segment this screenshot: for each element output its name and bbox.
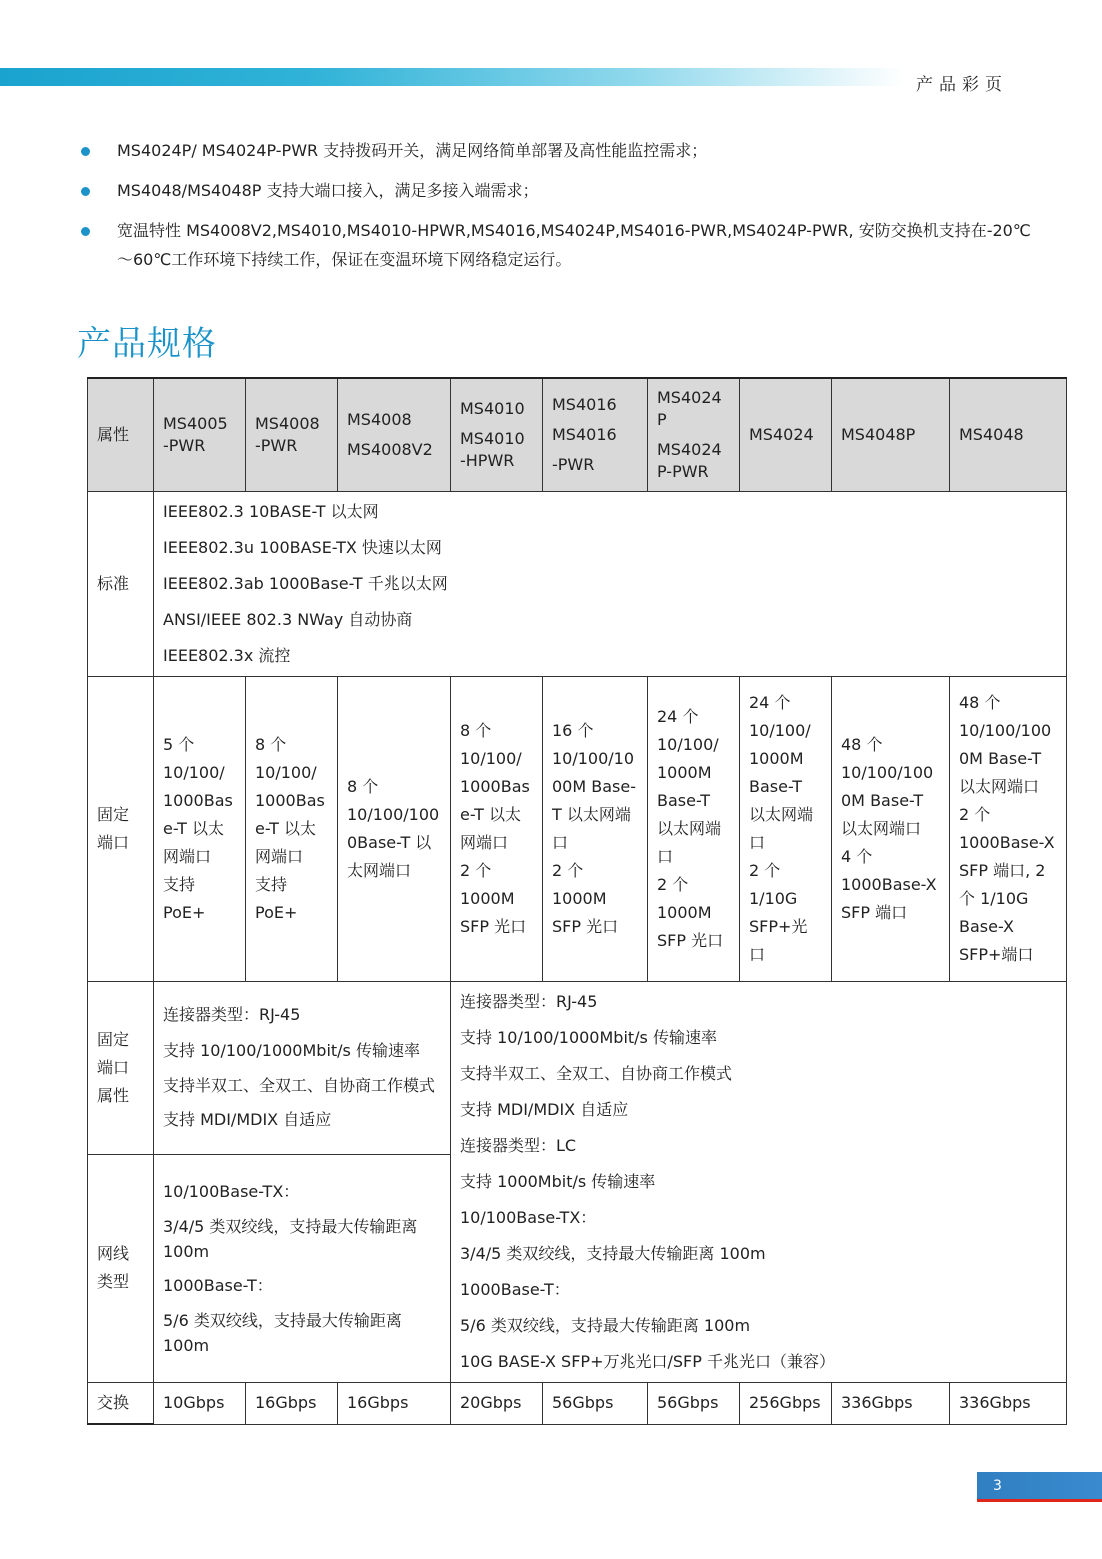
cable-line: 3/4/5 类双绞线，支持最大传输距离 100m [163, 1217, 418, 1262]
table-header-row [88, 378, 1067, 492]
cable-left-cell [154, 1154, 451, 1382]
port-line: 以太网端 [657, 819, 722, 838]
port-line: 个 1/10G [959, 889, 1029, 908]
label-line: 网线 [97, 1244, 130, 1264]
header-model [451, 378, 543, 492]
bullet-item [78, 176, 1038, 205]
port-line: 24 个 [657, 707, 699, 726]
port-line: 口 [749, 833, 766, 852]
port-line: 24 个 [749, 693, 791, 712]
merged-line: 3/4/5 类双绞线，支持最大传输距离 100m [460, 1244, 766, 1263]
port-line: 10/100/100 [347, 805, 440, 824]
header-line: -PWR [552, 455, 595, 474]
port-line: 4 个 [841, 847, 873, 866]
label-line: 固定 [97, 805, 130, 824]
header-title: 产品彩页 [916, 75, 1008, 95]
port-line: 网端口 [163, 847, 212, 866]
page-number: 3 [993, 1478, 1002, 1494]
header-line: MS4024 [657, 440, 722, 459]
feature-bullet-list [78, 136, 1038, 285]
port-line: 1000M [749, 749, 804, 768]
standard-line: IEEE802.3x 流控 [163, 646, 291, 665]
port-line: 10/100/100 [841, 763, 934, 782]
row-label [88, 677, 154, 982]
port-line: 10/100/ [657, 735, 719, 754]
port-line: 10/100/ [163, 763, 225, 782]
port-line: 10/100/10 [552, 749, 635, 768]
cable-line: 10/100Base-TX： [163, 1182, 300, 1202]
row-label: 标准 [88, 492, 154, 677]
bullet-text: MS4048/MS4048P 支持大端口接入，满足多接入端需求； [117, 181, 539, 200]
switching-cell: 20Gbps [451, 1383, 543, 1425]
port-line: 5 个 [163, 735, 195, 754]
port-line: SFP 端口, 2 [959, 861, 1046, 880]
section-title: 产品规格 [77, 324, 217, 364]
header-line: P-PWR [657, 462, 709, 481]
header-line: MS4024 [749, 425, 814, 444]
port-line: 以太网端口 [841, 819, 922, 838]
merged-line: 支持半双工、全双工、自协商工作模式 [460, 1064, 733, 1083]
port-line: 1000Bas [163, 791, 233, 810]
port-line: SFP+光 [749, 917, 808, 936]
header-line: MS4005 [163, 414, 228, 433]
port-line: 8 个 [255, 735, 287, 754]
port-line: 支持 [255, 875, 288, 894]
merged-line: 支持 MDI/MDIX 自适应 [460, 1100, 629, 1119]
port-line: SFP 端口 [841, 903, 908, 922]
port-line: 1/10G [749, 889, 798, 908]
header-line: -PWR [163, 436, 206, 455]
port-cell [740, 677, 832, 982]
merged-line: 5/6 类双绞线，支持最大传输距离 100m [460, 1316, 751, 1335]
table-row-fixed-ports [88, 677, 1067, 982]
port-line: 以太网端 [749, 805, 814, 824]
attr-line: 连接器类型：RJ-45 [163, 1005, 301, 1025]
port-line: 0M Base-T [841, 791, 924, 810]
row-label: 交换 [88, 1383, 154, 1425]
bullet-dot-icon [81, 187, 90, 196]
port-line: 2 个 [460, 861, 492, 880]
bullet-dot-icon [81, 227, 90, 236]
label-line: 固定 [97, 1029, 130, 1049]
merged-line: 连接器类型：RJ-45 [460, 992, 598, 1011]
header-line: -HPWR [460, 451, 515, 470]
port-line: 支持 [163, 875, 196, 894]
switching-cell: 56Gbps [648, 1383, 740, 1425]
switching-cell: 16Gbps [246, 1383, 338, 1425]
port-line: e-T 以太 [163, 819, 225, 838]
port-line: 2 个 [749, 861, 781, 880]
port-line: 0Base-T 以 [347, 833, 432, 852]
label-line: 类型 [97, 1272, 130, 1292]
header-line: MS4024 [657, 388, 722, 407]
table-row-port-attr [88, 982, 1067, 1155]
standard-line: IEEE802.3 10BASE-T 以太网 [163, 502, 379, 521]
switching-cell: 256Gbps [740, 1383, 832, 1425]
bullet-item [78, 216, 1038, 274]
port-line: 口 [749, 945, 766, 964]
port-line: e-T 以太 [460, 805, 522, 824]
header-model [832, 378, 950, 492]
port-line: e-T 以太 [255, 819, 317, 838]
label-line: 端口 [97, 833, 130, 852]
header-model [950, 378, 1067, 492]
header-model [154, 378, 246, 492]
port-line: 48 个 [841, 735, 883, 754]
port-line: SFP+端口 [959, 945, 1034, 964]
port-line: 10/100/100 [959, 721, 1052, 740]
port-cell [154, 677, 246, 982]
spec-table [87, 377, 1067, 1425]
header-model [338, 378, 451, 492]
bullet-text: MS4024P/ MS4024P-PWR 支持拨码开关，满足网络简单部署及高性能监控需求； [117, 141, 708, 160]
port-line: SFP 光口 [552, 917, 619, 936]
row-label [88, 982, 154, 1155]
port-line: 口 [552, 833, 569, 852]
attr-line: 支持半双工、全双工、自协商工作模式 [163, 1076, 436, 1096]
header-model [246, 378, 338, 492]
bullet-item [78, 136, 1038, 165]
header-line: P [657, 410, 667, 429]
bullet-dot-icon [81, 147, 90, 156]
switching-cell: 336Gbps [950, 1383, 1067, 1425]
switching-cell: 336Gbps [832, 1383, 950, 1425]
port-line: SFP 光口 [657, 931, 724, 950]
port-line: 8 个 [347, 777, 379, 796]
port-attr-left-cell [154, 982, 451, 1155]
cable-line: 5/6 类双绞线，支持最大传输距离 100m [163, 1311, 402, 1356]
label-line: 属性 [97, 1085, 130, 1105]
header-line: MS4048 [959, 425, 1024, 444]
port-line: Base-X [959, 917, 1014, 936]
switching-cell: 16Gbps [338, 1383, 451, 1425]
port-line: 00M Base- [552, 777, 636, 796]
merged-line: 支持 1000Mbit/s 传输速率 [460, 1172, 656, 1191]
port-line: 太网端口 [347, 861, 412, 880]
port-line: 1000M [657, 763, 712, 782]
table-row-switching [88, 1383, 1067, 1425]
port-line: 2 个 [657, 875, 689, 894]
row-label [88, 1154, 154, 1382]
port-line: Base-T [657, 791, 711, 810]
attr-line: 支持 MDI/MDIX 自适应 [163, 1110, 332, 1130]
port-line: 1000Base-X [841, 875, 937, 894]
header-attr: 属性 [88, 378, 154, 492]
bullet-text: 宽温特性 MS4008V2,MS4010,MS4010-HPWR,MS4016,MS4024P,MS4016-PWR,MS4024P-PWR, 安防交换机支持在-20℃～60℃工作环境下持续工作，保证在变温环境下网络稳定运行。 [117, 221, 1031, 269]
port-cell [543, 677, 648, 982]
standard-cell [154, 492, 1067, 677]
header-line: MS4048P [841, 425, 916, 444]
port-line: 1000M [657, 903, 712, 922]
merged-line: 10G BASE-X SFP+万兆光口/SFP 千兆光口（兼容） [460, 1352, 835, 1371]
port-line: 1000Bas [255, 791, 325, 810]
port-cell [246, 677, 338, 982]
port-line: PoE+ [163, 903, 206, 922]
standard-line: IEEE802.3ab 1000Base-T 千兆以太网 [163, 574, 448, 593]
header-line: MS4010 [460, 399, 525, 418]
header-line: MS4010 [460, 429, 525, 448]
port-line: PoE+ [255, 903, 298, 922]
port-line: 10/100/ [749, 721, 811, 740]
port-line: 10/100/ [460, 749, 522, 768]
port-line: 网端口 [255, 847, 304, 866]
switching-cell: 56Gbps [543, 1383, 648, 1425]
merged-line: 10/100Base-TX： [460, 1208, 597, 1227]
port-line: T 以太网端 [552, 805, 631, 824]
cable-line: 1000Base-T： [163, 1276, 273, 1296]
port-cell [950, 677, 1067, 982]
port-line: 1000Base-X [959, 833, 1055, 852]
port-line: 1000M [460, 889, 515, 908]
port-line: 48 个 [959, 693, 1001, 712]
merged-attr-cable-cell [451, 982, 1067, 1383]
header-accent-bar [0, 68, 905, 86]
port-line: 16 个 [552, 721, 594, 740]
header-model [648, 378, 740, 492]
port-line: 0M Base-T [959, 749, 1042, 768]
port-line: 以太网端口 [959, 777, 1040, 796]
port-line: 口 [657, 847, 674, 866]
header-model [740, 378, 832, 492]
merged-line: 连接器类型：LC [460, 1136, 577, 1155]
merged-line: 1000Base-T： [460, 1280, 570, 1299]
port-cell [832, 677, 950, 982]
header-model [543, 378, 648, 492]
merged-line: 支持 10/100/1000Mbit/s 传输速率 [460, 1028, 717, 1047]
table-row-standard [88, 492, 1067, 677]
header-line: MS4008 [255, 414, 320, 433]
port-line: 2 个 [959, 805, 991, 824]
port-line: 2 个 [552, 861, 584, 880]
port-line: 8 个 [460, 721, 492, 740]
port-cell [451, 677, 543, 982]
port-cell [338, 677, 451, 982]
header-line: MS4016 [552, 395, 617, 414]
port-line: 1000M [552, 889, 607, 908]
standard-line: IEEE802.3u 100BASE-TX 快速以太网 [163, 538, 442, 557]
label-line: 端口 [97, 1057, 130, 1077]
switching-cell: 10Gbps [154, 1383, 246, 1425]
port-line: 网端口 [460, 833, 509, 852]
standard-line: ANSI/IEEE 802.3 NWay 自动协商 [163, 610, 413, 629]
header-line: MS4016 [552, 425, 617, 444]
header-line: MS4008V2 [347, 440, 433, 459]
port-line: SFP 光口 [460, 917, 527, 936]
port-line: 1000Bas [460, 777, 530, 796]
port-line: 10/100/ [255, 763, 317, 782]
header-line: MS4008 [347, 410, 412, 429]
port-cell [648, 677, 740, 982]
header-line: -PWR [255, 436, 298, 455]
port-line: Base-T [749, 777, 803, 796]
attr-line: 支持 10/100/1000Mbit/s 传输速率 [163, 1041, 420, 1061]
